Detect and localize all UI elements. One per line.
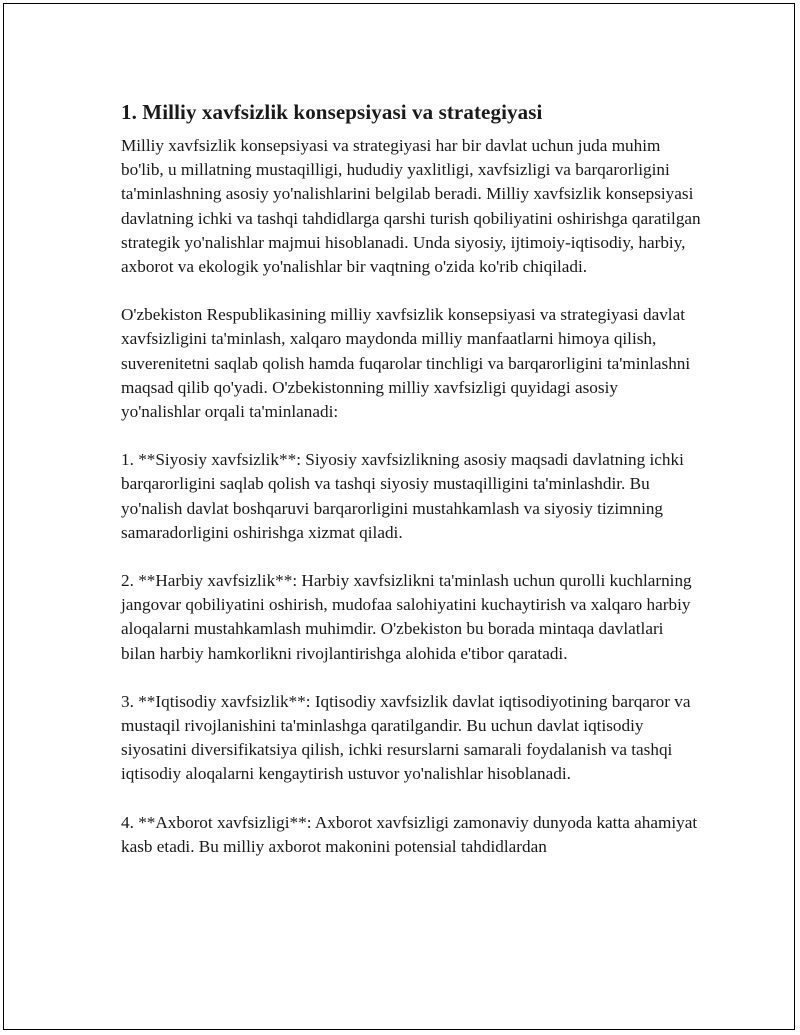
document-body [121, 98, 701, 883]
section-heading: 1. Milliy xavfsizlik konsepsiyasi va strategiyasi [121, 100, 543, 124]
paragraph-information-security: 4. **Axborot xavfsizligi**: Axborot xavfsizligi zamonaviy dunyoda katta ahamiyat kasb etadi. Bu milliy axborot makonini potensial tahdidlardan [121, 812, 698, 856]
paragraph-uzbekistan-concept: O'zbekiston Respublikasining milliy xavfsizlik konsepsiyasi va strategiyasi davlat xavfsizligini ta'minlash, xalqaro maydonda milliy manfaatlarni himoya qilish, suverenitetni saqlab qolish hamda fuqarolar tinchligi va barqarorligini ta'minlashni maqsad qilib qo'yadi. O'zbekistonning milliy xavfsizligi quyidagi asosiy yo'nalishlar orqali ta'minlanadi: [121, 305, 691, 422]
paragraph-political-security: 1. **Siyosiy xavfsizlik**: Siyosiy xavfsizlikning asosiy maqsadi davlatning ichki barqarorligini saqlab qolish va tashqi siyosiy mustaqilligini ta'minlashdir. Bu yo'nalish davlat boshqaruvi barqarorligini mustahkamlash va siyosiy tizimning samaradorligini oshirishga xizmat qiladi. [121, 450, 684, 542]
paragraph-economic-security: 3. **Iqtisodiy xavfsizlik**: Iqtisodiy xavfsizlik davlat iqtisodiyotining barqaror va mustaqil rivojlanishini ta'minlashga qaratilgandir. Bu uchun davlat iqtisodiy siyosatini diversifikatsiya qilish, ichki resurslarni samarali foydalanish va tashqi iqtisodiy aloqalarni kengaytirish ustuvor yo'nalishlar hisoblanadi. [121, 691, 691, 784]
document-page [3, 3, 795, 1030]
paragraph-military-security: 2. **Harbiy xavfsizlik**: Harbiy xavfsizlikni ta'minlash uchun qurolli kuchlarning jangovar qobiliyatini oshirish, mudofaa salohiyatini kuchaytirish va xalqaro harbiy aloqalarni mustahkamlash muhimdir. O'zbekiston bu borada mintaqa davlatlari bilan harbiy hamkorlikni rivojlantirishga alohida e'tibor qaratadi. [121, 571, 692, 663]
paragraph-intro: Milliy xavfsizlik konsepsiyasi va strategiyasi har bir davlat uchun juda muhim bo'lib, u millatning mustaqilligi, hududiy yaxlitligi, xavfsizligi va barqarorligini ta'minlashning asosiy yo'nalishlarini belgilab beradi. Milliy xavfsizlik konsepsiyasi davlatning ichki va tashqi tahdidlarga qarshi turish qobiliyatini oshirishga qaratilgan strategik yo'nalishlar majmui hisoblanadi. Unda siyosiy, ijtimoiy-iqtisodiy, harbiy, axborot va ekologik yo'nalishlar bir vaqtning o'zida ko'rib chiqiladi. [121, 136, 701, 277]
